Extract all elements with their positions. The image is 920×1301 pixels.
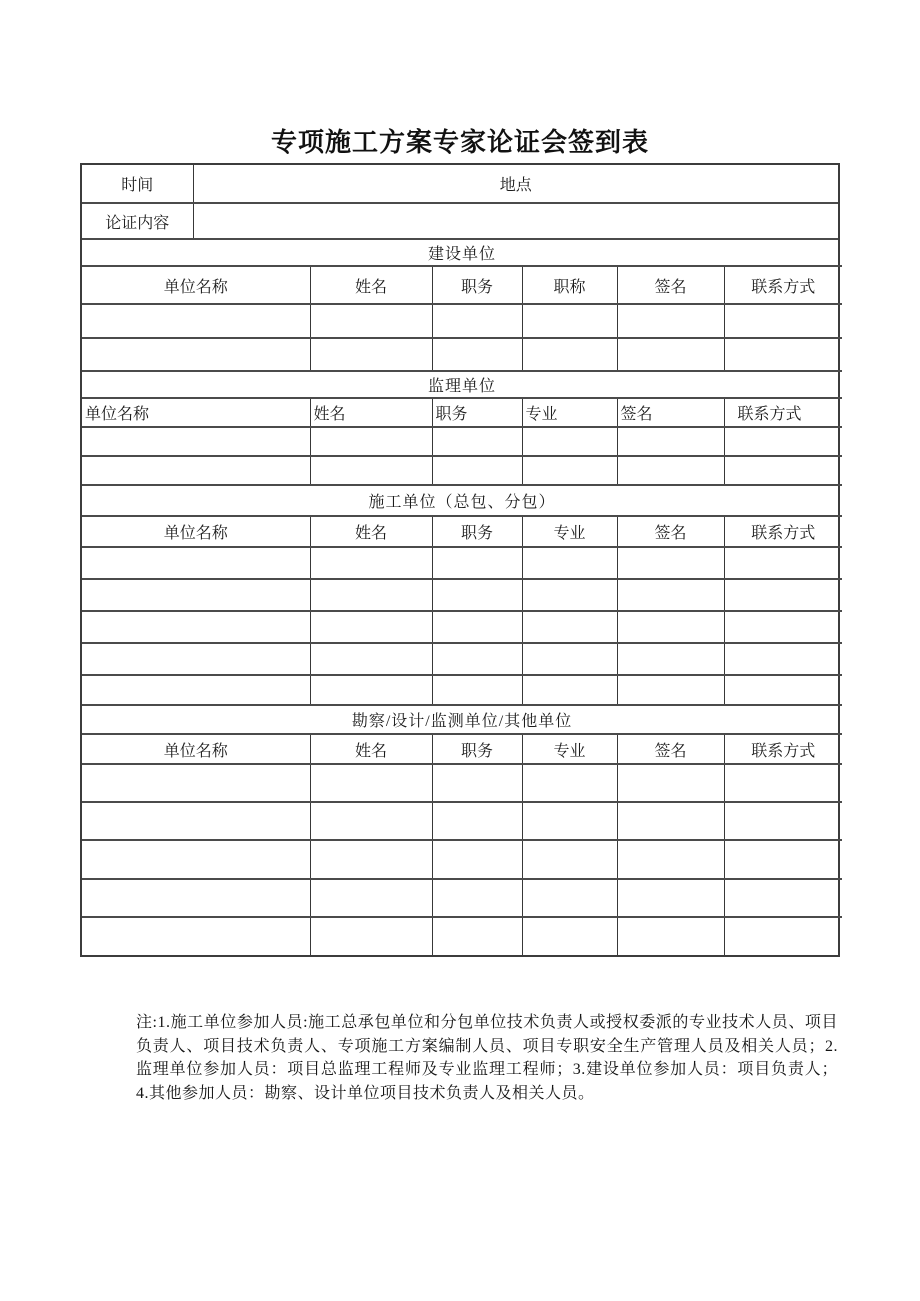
empty-cell bbox=[617, 338, 724, 371]
table-row bbox=[82, 917, 842, 955]
table-row bbox=[82, 802, 842, 840]
empty-cell bbox=[617, 917, 724, 955]
empty-cell bbox=[82, 547, 310, 579]
empty-cell bbox=[82, 611, 310, 643]
header-cell: 专业 bbox=[522, 398, 617, 427]
empty-cell bbox=[310, 611, 432, 643]
empty-cell bbox=[310, 456, 432, 485]
empty-cell bbox=[82, 427, 310, 456]
empty-cell bbox=[522, 427, 617, 456]
empty-cell bbox=[724, 427, 842, 456]
empty-cell bbox=[724, 338, 842, 371]
empty-cell bbox=[522, 304, 617, 338]
table-row bbox=[82, 547, 842, 579]
empty-cell bbox=[522, 338, 617, 371]
table-row bbox=[82, 675, 842, 705]
empty-cell bbox=[310, 802, 432, 840]
empty-cell bbox=[310, 840, 432, 879]
empty-cell bbox=[724, 764, 842, 802]
section-title-row bbox=[82, 240, 842, 266]
empty-cell bbox=[522, 840, 617, 879]
section-title: 监理单位 bbox=[82, 372, 842, 398]
empty-cell bbox=[617, 879, 724, 917]
empty-cell bbox=[432, 304, 522, 338]
empty-cell bbox=[522, 917, 617, 955]
info-table bbox=[82, 165, 838, 240]
header-cell: 姓名 bbox=[310, 516, 432, 547]
empty-cell bbox=[82, 304, 310, 338]
empty-cell bbox=[310, 643, 432, 675]
empty-cell bbox=[724, 917, 842, 955]
section-title-row bbox=[82, 372, 842, 398]
empty-cell bbox=[724, 304, 842, 338]
table-row bbox=[82, 456, 842, 485]
header-cell: 职务 bbox=[432, 516, 522, 547]
header-row bbox=[82, 734, 842, 764]
content-value-cell bbox=[193, 203, 838, 239]
empty-cell bbox=[432, 764, 522, 802]
section-construction-unit bbox=[82, 486, 842, 706]
empty-cell bbox=[617, 427, 724, 456]
table-row bbox=[82, 840, 842, 879]
empty-cell bbox=[82, 456, 310, 485]
table-row bbox=[82, 304, 842, 338]
empty-cell bbox=[724, 675, 842, 705]
empty-cell bbox=[724, 456, 842, 485]
empty-cell bbox=[310, 338, 432, 371]
empty-cell bbox=[617, 304, 724, 338]
empty-cell bbox=[617, 764, 724, 802]
empty-cell bbox=[522, 547, 617, 579]
header-cell: 签名 bbox=[617, 516, 724, 547]
table-row bbox=[82, 643, 842, 675]
header-cell: 签名 bbox=[617, 266, 724, 304]
empty-cell bbox=[724, 879, 842, 917]
empty-cell bbox=[310, 879, 432, 917]
empty-cell bbox=[724, 611, 842, 643]
empty-cell bbox=[82, 840, 310, 879]
empty-cell bbox=[82, 338, 310, 371]
header-cell: 联系方式 bbox=[724, 516, 842, 547]
header-cell: 姓名 bbox=[310, 734, 432, 764]
empty-cell bbox=[617, 456, 724, 485]
empty-cell bbox=[432, 338, 522, 371]
empty-cell bbox=[522, 879, 617, 917]
empty-cell bbox=[310, 427, 432, 456]
section-title: 施工单位（总包、分包） bbox=[82, 486, 842, 516]
empty-cell bbox=[724, 579, 842, 611]
section-owner-unit bbox=[82, 240, 842, 372]
empty-cell bbox=[432, 840, 522, 879]
empty-cell bbox=[432, 802, 522, 840]
header-cell: 职务 bbox=[432, 266, 522, 304]
empty-cell bbox=[82, 579, 310, 611]
table-row bbox=[82, 579, 842, 611]
empty-cell bbox=[617, 611, 724, 643]
empty-cell bbox=[724, 643, 842, 675]
empty-cell bbox=[522, 802, 617, 840]
footnote: 注:1.施工单位参加人员:施工总承包单位和分包单位技术负责人或授权委派的专业技术人员、项目负责人、项目技术负责人、专项施工方案编制人员、项目专职安全生产管理人员及相关人员；2.监理单位参加人员：项目总监理工程师及专业监理工程师；3.建设单位参加人员：项目负责人；4.其他参加人员：勘察、设计单位项目技术负责人及相关人员。 bbox=[136, 1014, 838, 1102]
table-row bbox=[82, 611, 842, 643]
header-cell: 联系方式 bbox=[724, 398, 842, 427]
empty-cell bbox=[617, 675, 724, 705]
empty-cell bbox=[617, 579, 724, 611]
table-row bbox=[82, 879, 842, 917]
empty-cell bbox=[432, 879, 522, 917]
empty-cell bbox=[432, 547, 522, 579]
section-title: 建设单位 bbox=[82, 240, 842, 266]
empty-cell bbox=[82, 802, 310, 840]
empty-cell bbox=[522, 456, 617, 485]
empty-cell bbox=[522, 611, 617, 643]
header-cell: 职称 bbox=[522, 266, 617, 304]
time-location-row bbox=[82, 165, 838, 203]
header-cell: 单位名称 bbox=[82, 266, 310, 304]
section-title-row bbox=[82, 706, 842, 734]
time-label: 时间 bbox=[82, 165, 193, 203]
empty-cell bbox=[724, 547, 842, 579]
header-row bbox=[82, 398, 842, 427]
empty-cell bbox=[724, 802, 842, 840]
header-cell: 单位名称 bbox=[82, 734, 310, 764]
content-label: 论证内容 bbox=[82, 203, 193, 239]
empty-cell bbox=[310, 304, 432, 338]
empty-cell bbox=[432, 611, 522, 643]
content-row bbox=[82, 203, 838, 239]
header-cell: 职务 bbox=[432, 398, 522, 427]
header-cell: 单位名称 bbox=[82, 516, 310, 547]
header-cell: 单位名称 bbox=[82, 398, 310, 427]
empty-cell bbox=[82, 764, 310, 802]
empty-cell bbox=[82, 675, 310, 705]
empty-cell bbox=[310, 917, 432, 955]
header-cell: 专业 bbox=[522, 734, 617, 764]
header-cell: 姓名 bbox=[310, 398, 432, 427]
location-label-cell: 地点 bbox=[193, 165, 838, 203]
table-row bbox=[82, 427, 842, 456]
empty-cell bbox=[522, 675, 617, 705]
empty-cell bbox=[432, 579, 522, 611]
header-cell: 签名 bbox=[617, 734, 724, 764]
header-row bbox=[82, 266, 842, 304]
empty-cell bbox=[310, 764, 432, 802]
table-row bbox=[82, 764, 842, 802]
empty-cell bbox=[432, 456, 522, 485]
empty-cell bbox=[82, 879, 310, 917]
empty-cell bbox=[82, 643, 310, 675]
section-title: 勘察/设计/监测单位/其他单位 bbox=[82, 706, 842, 734]
empty-cell bbox=[432, 917, 522, 955]
empty-cell bbox=[617, 802, 724, 840]
empty-cell bbox=[724, 840, 842, 879]
header-cell: 姓名 bbox=[310, 266, 432, 304]
section-survey-design-unit bbox=[82, 706, 842, 955]
page-title: 专项施工方案专家论证会签到表 bbox=[270, 127, 649, 157]
signin-form-table bbox=[80, 163, 840, 957]
header-row bbox=[82, 516, 842, 547]
empty-cell bbox=[310, 675, 432, 705]
empty-cell bbox=[522, 643, 617, 675]
header-cell: 联系方式 bbox=[724, 734, 842, 764]
empty-cell bbox=[522, 579, 617, 611]
empty-cell bbox=[617, 840, 724, 879]
empty-cell bbox=[432, 643, 522, 675]
header-cell: 签名 bbox=[617, 398, 724, 427]
section-title-row bbox=[82, 486, 842, 516]
empty-cell bbox=[617, 643, 724, 675]
empty-cell bbox=[82, 917, 310, 955]
empty-cell bbox=[310, 547, 432, 579]
empty-cell bbox=[617, 547, 724, 579]
empty-cell bbox=[432, 675, 522, 705]
empty-cell bbox=[522, 764, 617, 802]
header-cell: 职务 bbox=[432, 734, 522, 764]
header-cell: 专业 bbox=[522, 516, 617, 547]
empty-cell bbox=[432, 427, 522, 456]
empty-cell bbox=[310, 579, 432, 611]
section-supervision-unit bbox=[82, 372, 842, 486]
header-cell: 联系方式 bbox=[724, 266, 842, 304]
table-row bbox=[82, 338, 842, 371]
